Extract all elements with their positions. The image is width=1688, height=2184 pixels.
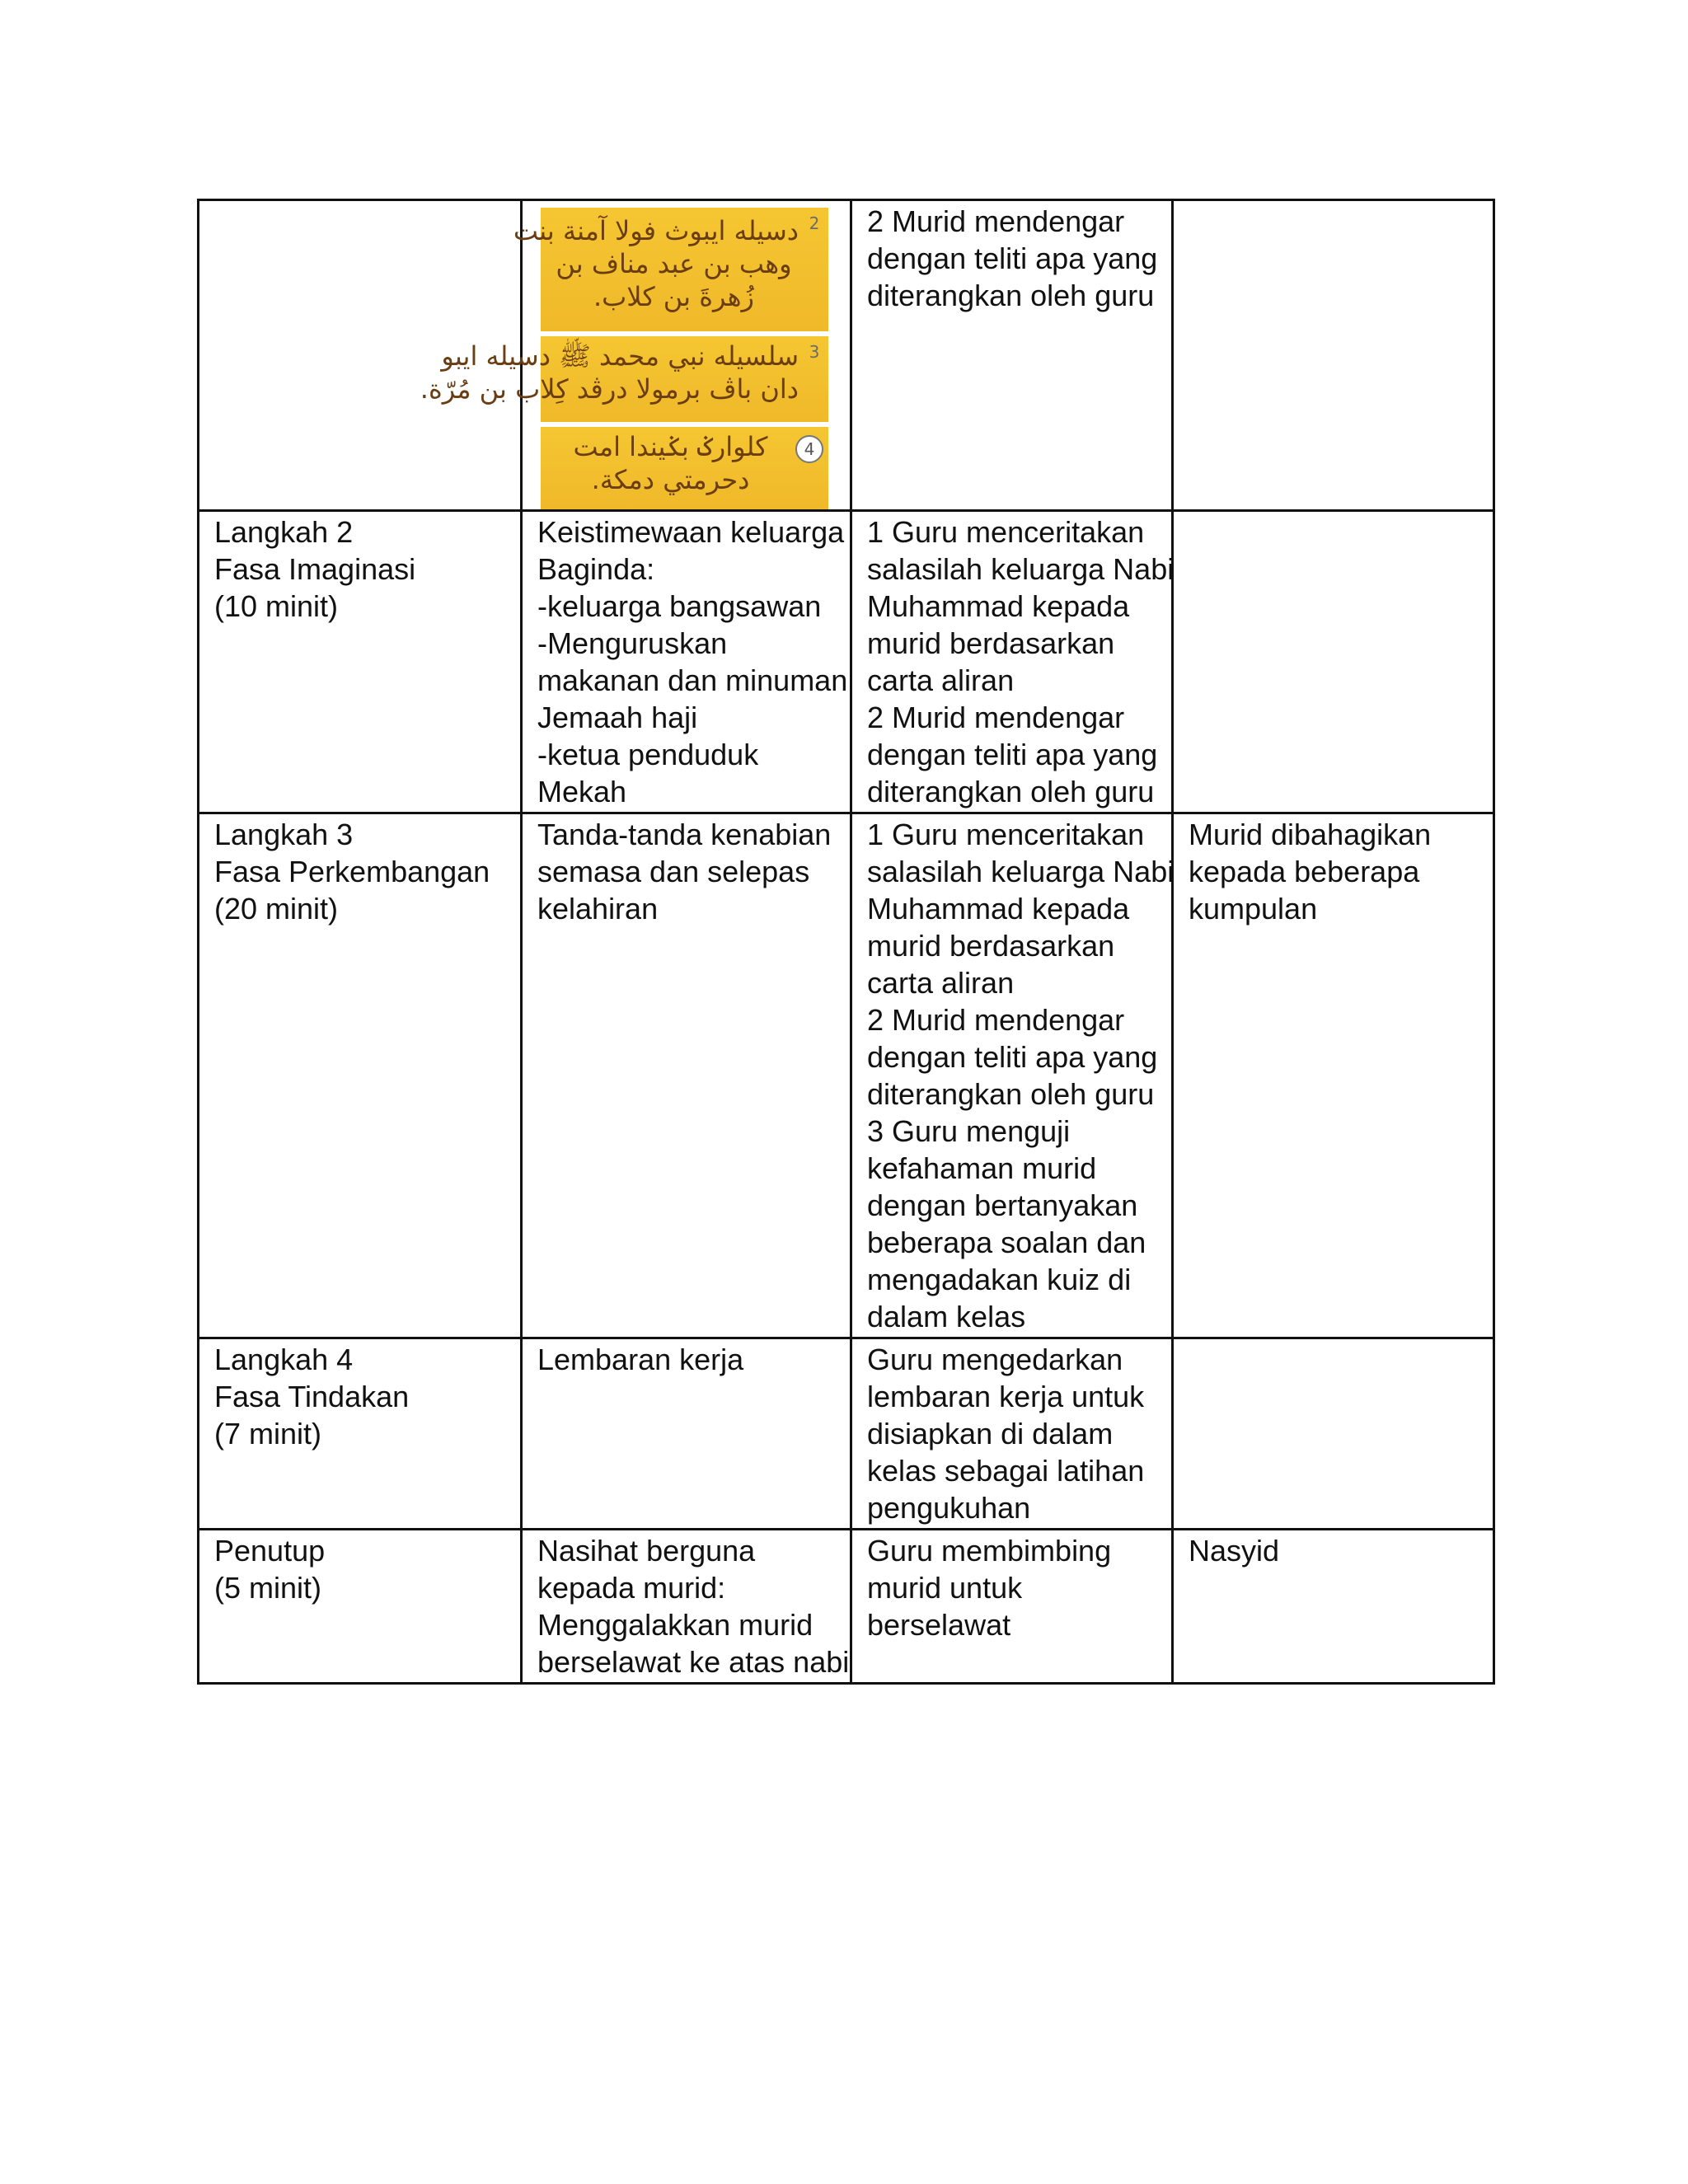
cell-text-line: Tanda-tanda kenabian bbox=[537, 818, 832, 851]
cell-text-line: Nasihat berguna bbox=[537, 1534, 756, 1568]
cell-text-line: Keistimewaan keluarga bbox=[537, 515, 845, 549]
cell-activity bbox=[851, 813, 1173, 1338]
cell-notes bbox=[1173, 200, 1494, 511]
cell-text-line: 2 Murid mendengar bbox=[867, 701, 1125, 734]
cell-text-line: -ketua penduduk bbox=[537, 738, 759, 771]
cell-text-line: berselawat bbox=[867, 1608, 1011, 1642]
cell-text-line: (7 minit) bbox=[214, 1417, 322, 1451]
cell-text-line: pengukuhan bbox=[867, 1491, 1031, 1525]
arabic-line: دسيله ايبوث فولا آمنة بنت bbox=[513, 215, 799, 246]
cell-text-line: dalam kelas bbox=[867, 1300, 1026, 1333]
cell-text-line: Langkah 3 bbox=[214, 818, 354, 851]
cell-text-line: diterangkan oleh guru bbox=[867, 279, 1155, 312]
cell-notes bbox=[1173, 1338, 1494, 1530]
cell-notes bbox=[1173, 511, 1494, 813]
cell-text-line: Langkah 4 bbox=[214, 1343, 354, 1376]
cell-text-line: kepada murid: bbox=[537, 1571, 726, 1605]
cell-text-line: Langkah 2 bbox=[214, 515, 354, 549]
arabic-line: كلوارݢ بݢيندا امت bbox=[573, 431, 768, 462]
lesson-plan-table bbox=[197, 199, 1495, 1685]
cell-text-line: dengan teliti apa yang bbox=[867, 738, 1158, 771]
cell-text-line: beberapa soalan dan bbox=[867, 1226, 1146, 1259]
cell-content bbox=[522, 511, 851, 813]
cell-text-line: diterangkan oleh guru bbox=[867, 775, 1155, 808]
arabic-text-image-strip bbox=[420, 336, 828, 422]
cell-text-line: semasa dan selepas bbox=[537, 855, 810, 888]
cell-text-line: disiapkan di dalam bbox=[867, 1417, 1114, 1451]
table-row bbox=[199, 1338, 1494, 1530]
arabic-line: دحرمتي دمكة. bbox=[591, 464, 750, 495]
cell-text-line: Baginda: bbox=[537, 552, 655, 586]
cell-text-line: dengan teliti apa yang bbox=[867, 1040, 1158, 1074]
cell-text-line: lembaran kerja untuk bbox=[867, 1380, 1145, 1413]
cell-text-line: makanan dan minuman bbox=[537, 663, 848, 697]
cell-text-line: Menggalakkan murid bbox=[537, 1608, 814, 1642]
cell-text-line: Lembaran kerja bbox=[537, 1343, 744, 1376]
arabic-line: زُهرةَ بن كلاب. bbox=[593, 281, 754, 312]
cell-text-line: dengan teliti apa yang bbox=[867, 241, 1158, 275]
cell-text-line: 1 Guru menceritakan bbox=[867, 515, 1145, 549]
cell-text-line: Murid dibahagikan bbox=[1189, 818, 1432, 851]
cell-text-line: 2 Murid mendengar bbox=[867, 204, 1125, 238]
cell-text-line: kumpulan bbox=[1189, 892, 1318, 926]
cell-text-line: carta aliran bbox=[867, 966, 1015, 1000]
cell-text-line: mengadakan kuiz di bbox=[867, 1263, 1132, 1296]
cell-text-line: kepada beberapa bbox=[1189, 855, 1420, 888]
cell-material-image bbox=[420, 200, 851, 511]
cell-text-line: (5 minit) bbox=[214, 1571, 322, 1605]
cell-text-line: salasilah keluarga Nabi bbox=[867, 855, 1175, 888]
table-row bbox=[199, 200, 1494, 511]
table-row bbox=[199, 813, 1494, 1338]
cell-text-line: 1 Guru menceritakan bbox=[867, 818, 1145, 851]
cell-text-line: 2 Murid mendengar bbox=[867, 1003, 1125, 1037]
cell-content bbox=[522, 1530, 851, 1684]
cell-step bbox=[199, 1338, 522, 1530]
table-row bbox=[199, 1530, 1494, 1684]
cell-content bbox=[522, 1338, 851, 1530]
cell-content bbox=[522, 813, 851, 1338]
cell-notes bbox=[1173, 1530, 1494, 1684]
cell-text-line: Fasa Imaginasi bbox=[214, 552, 416, 586]
cell-text-line: carta aliran bbox=[867, 663, 1015, 697]
arabic-text-image-strip bbox=[513, 208, 828, 331]
cell-text-line: murid untuk bbox=[867, 1571, 1023, 1605]
cell-text-line: (20 minit) bbox=[214, 892, 339, 926]
cell-text-line: Jemaah haji bbox=[537, 701, 698, 734]
cell-step bbox=[199, 511, 522, 813]
cell-text-line: -keluarga bangsawan bbox=[537, 589, 822, 623]
cell-text-line: 3 Guru menguji bbox=[867, 1114, 1071, 1148]
cell-step bbox=[199, 1530, 522, 1684]
cell-text-line: Fasa Perkembangan bbox=[214, 855, 490, 888]
cell-activity bbox=[851, 1530, 1173, 1684]
cell-activity bbox=[851, 511, 1173, 813]
cell-text-line: berselawat ke atas nabi bbox=[537, 1645, 850, 1679]
arabic-line: وهب بن عبد مناف بن bbox=[556, 248, 792, 279]
cell-text-line: murid berdasarkan bbox=[867, 929, 1115, 963]
cell-text-line: Nasyid bbox=[1189, 1534, 1280, 1568]
cell-text-line: -Menguruskan bbox=[537, 626, 728, 660]
cell-text-line: dengan bertanyakan bbox=[867, 1188, 1138, 1222]
cell-activity bbox=[851, 1338, 1173, 1530]
cell-text-line: murid berdasarkan bbox=[867, 626, 1115, 660]
arabic-line: دان باڤ برمولا درڤد كِلاب بن مُرّة. bbox=[420, 373, 799, 405]
cell-text-line: diterangkan oleh guru bbox=[867, 1077, 1155, 1111]
arabic-line: سلسيله نبي محمد ﷺ دسيله ايبو bbox=[441, 340, 799, 372]
strip-number: 3 bbox=[809, 342, 820, 362]
cell-text-line: Muhammad kepada bbox=[867, 589, 1130, 623]
table-row bbox=[199, 511, 1494, 813]
cell-text-line: Mekah bbox=[537, 775, 627, 808]
cell-notes bbox=[1173, 813, 1494, 1338]
cell-text-line: Penutup bbox=[214, 1534, 326, 1568]
arabic-text-image-strip bbox=[541, 427, 828, 509]
cell-text-line: kefahaman murid bbox=[867, 1151, 1097, 1185]
cell-text-line: Guru mengedarkan bbox=[867, 1343, 1123, 1376]
cell-text-line: kelas sebagai latihan bbox=[867, 1454, 1145, 1488]
cell-text-line: Muhammad kepada bbox=[867, 892, 1130, 926]
cell-step bbox=[199, 813, 522, 1338]
cell-text-line: Fasa Tindakan bbox=[214, 1380, 410, 1413]
cell-text-line: kelahiran bbox=[537, 892, 659, 926]
cell-text-line: Guru membimbing bbox=[867, 1534, 1112, 1568]
cell-text-line: (10 minit) bbox=[214, 589, 339, 623]
cell-activity bbox=[851, 200, 1173, 511]
strip-number: 2 bbox=[809, 213, 820, 233]
cell-text-line: salasilah keluarga Nabi bbox=[867, 552, 1175, 586]
strip-number: 4 bbox=[795, 435, 823, 463]
